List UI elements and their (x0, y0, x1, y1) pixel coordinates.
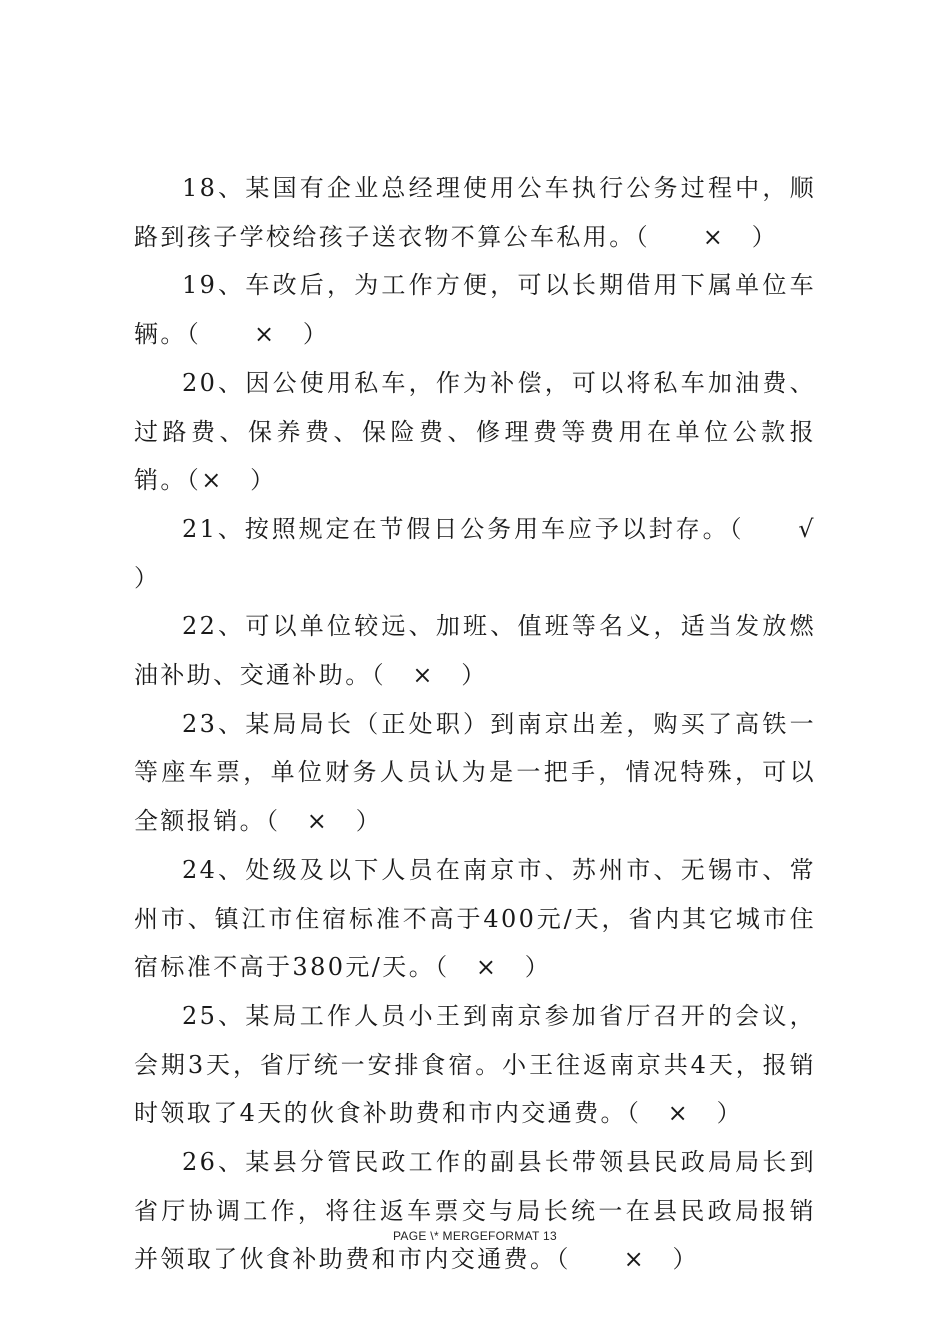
question-24: 24、处级及以下人员在南京市、苏州市、无锡市、常州市、镇江市住宿标准不高于400元/天，省内其它城市住宿标准不高于380元/天。（ × ） (134, 855, 816, 982)
page-number-field: PAGE \* MERGEFORMAT 13 (393, 1229, 557, 1243)
question-20: 20、因公使用私车，作为补偿，可以将私车加油费、过路费、保养费、保险费、修理费等费用在单位公款报销。（× ） (134, 368, 816, 495)
question-list (134, 164, 843, 1284)
question-21: 21、按照规定在节假日公务用车应予以封存。（ √ ） (134, 514, 843, 592)
question-19: 19、车改后，为工作方便，可以长期借用下属单位车辆。（ × ） (134, 271, 816, 349)
question-18: 18、某国有企业总经理使用公车执行公务过程中，顺路到孩子学校给孩子送衣物不算公车私用。（ × ） (134, 174, 816, 251)
question-22: 22、可以单位较远、加班、值班等名义，适当发放燃油补助、交通补助。（ × ） (134, 612, 816, 690)
question-26: 26、某县分管民政工作的副县长带领县民政局局长到省厅协调工作，将往返车票交与局长统一在县民政局报销并领取了伙食补助费和市内交通费。（ × ） (134, 1148, 816, 1274)
question-25: 25、某局工作人员小王到南京参加省厅召开的会议，会期3天，省厅统一安排食宿。小王往返南京共4天，报销时领取了4天的伙食补助费和市内交通费。（ × ） (134, 1001, 816, 1128)
question-23: 23、某局局长（正处职）到南京出差，购买了高铁一等座车票，单位财务人员认为是一把手，情况特殊，可以全额报销。（ × ） (134, 709, 816, 836)
